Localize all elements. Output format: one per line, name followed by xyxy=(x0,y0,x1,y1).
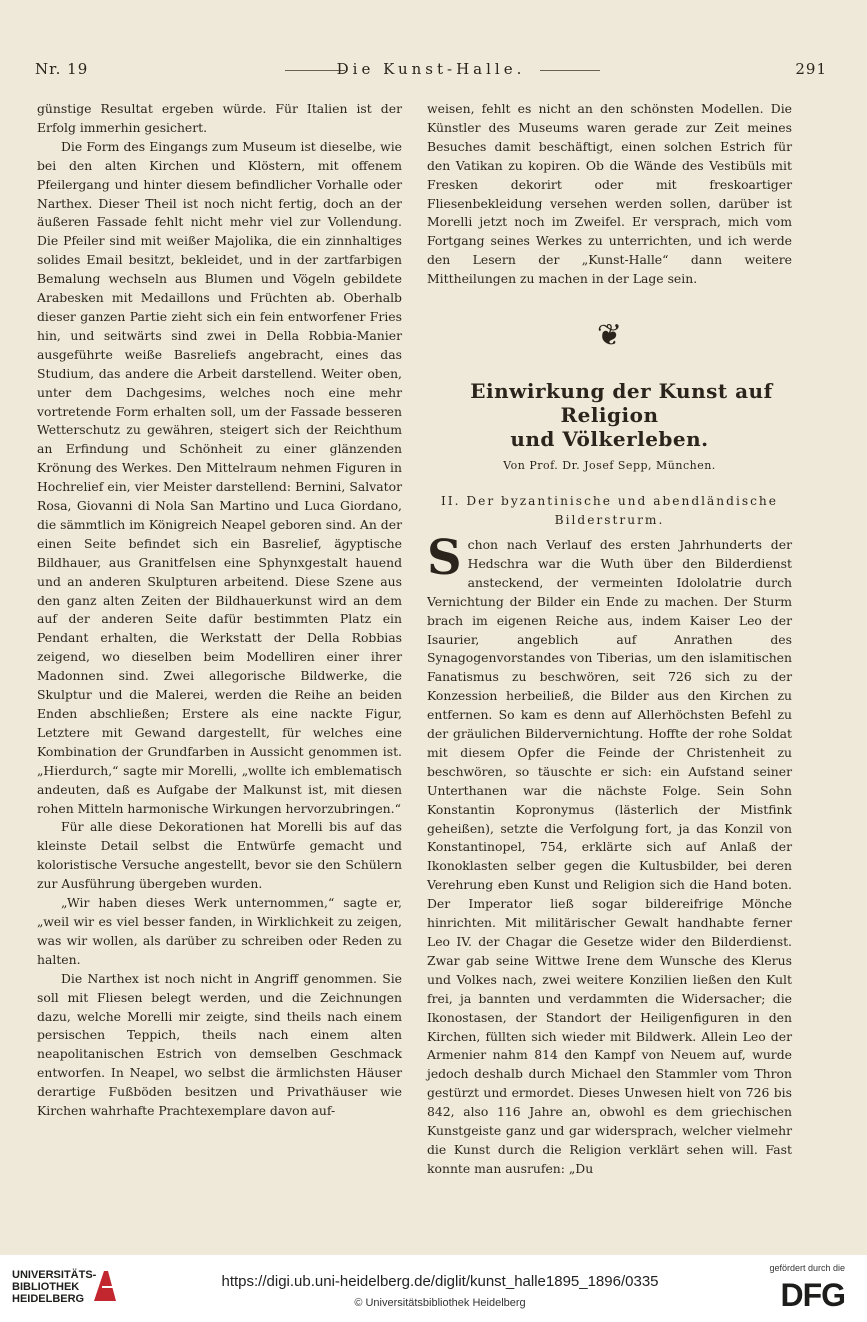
issue-number: Nr. 19 xyxy=(35,60,89,78)
article-byline: Von Prof. Dr. Josef Sepp, München. xyxy=(503,459,716,473)
running-header xyxy=(35,60,827,82)
paragraph: weisen, fehlt es nicht an den schönsten Modellen. Die Künstler des Museums waren gerade zur Zeit meines Besuches damit beschäftigt, einen solchen Estrich für den Vatikan zu kopiren. Ob die Wände des Vestibüls mit Fresken dekorirt oder mit freskoartiger Fliesenbekleidung versehen werden sollen, darüber ist Morelli jetzt noch im Zweifel. Er versprach, mich vom Fortgang seines Werkes zu unterrichten, und ich werde den Lesern der „Kunst-Halle“ dann weitere Mittheilungen zu machen in der Lage sein. xyxy=(427,101,792,287)
paragraph: „Wir haben dieses Werk unternommen,“ sagte er, „weil wir es viel besser fanden, in Wirklichkeit zu zeigen, was wir wollen, als darüber zu schreiben oder Reden zu halten. xyxy=(37,895,402,967)
dfg-logo: DFG xyxy=(780,1277,845,1313)
digitization-footer xyxy=(0,1255,867,1322)
section-heading-line2: Bilderstrurm. xyxy=(554,512,665,527)
library-name-line1: UNIVERSITÄTS- xyxy=(12,1269,97,1281)
article-title-line1: Einwirkung der Kunst auf Religion xyxy=(470,379,773,428)
fleuron-ornament: ❦ xyxy=(596,318,623,354)
paragraph: günstige Resultat ergeben würde. Für Italien ist der Erfolg immerhin gesichert. xyxy=(37,101,402,135)
library-name-line3: HEIDELBERG xyxy=(12,1293,85,1305)
permalink-url[interactable]: https://digi.ub.uni-heidelberg.de/diglit/kunst_halle1895_1896/0335 xyxy=(221,1273,659,1290)
section-heading-line1: II. Der byzantinische und abendländische xyxy=(440,493,778,508)
article-title-line2: und Völkerleben. xyxy=(510,427,709,452)
page-number: 291 xyxy=(795,60,827,78)
section-heading xyxy=(427,492,792,530)
header-rule-right xyxy=(540,70,600,71)
library-name xyxy=(12,1269,96,1305)
paragraph: Die Narthex ist noch nicht in Angriff genommen. Sie soll mit Fliesen belegt werden, und die Zeichnungen dazu, welche Morelli mir zeigte, sind theils nach einem persischen Teppich, theils nach einem alten neapolitanischen Estrich von demselben Geschmack entworfen. In Neapel, wo selbst die ärmlichsten Häuser derartige Fußböden besitzen und Privathäuser wie Kirchen wahrhafte Prachtexemplare davon auf- xyxy=(37,970,402,1119)
paragraph: Die Form des Eingangs zum Museum ist dieselbe, wie bei den alten Kirchen und Klöstern, mit offenem Pfeilergang und hinter diesem befindlicher Vorhalle oder Narthex. Dieser Theil ist noch nicht fertig, doch an der äußeren Fassade fehlt nicht mehr viel zur Vollendung. Die Pfeiler sind mit weißer Majolika, die ein zinnhaltiges solides Email besitzt, bekleidet, und in der zartfarbigen Bemalung wechseln aus Blumen und Vögeln gebildete Arabesken mit Medaillons und Früchten ab. Oberhalb dieser ganzen Partie zieht sich ein fein entworfener Fries hin, und seitwärts sind zwei in Della Robbia-Manier ausgeführte weiße Basreliefs angebracht, eines das Studium, das andere die Arbeit darstellend. Weiter oben, unter dem Dachgesims, welches noch eine mehr vortretende Form erhalten soll, um der Fassade besseren Wetterschutz zu gewähren, steigert sich der Reichthum an Erfindung und Schönheit zu einer glänzenden Krönung des Werkes. Den Mittelraum nehmen Figuren in Hochrelief ein, vier Meister darstellend: Bernini, Salvator Rosa, Giovanni di Nola San Martino und Luca Giordano, die sämmtlich im Königreich Neapel geboren sind. An der einen Seite befindet sich ein Basrelief, ägyptische Bildhauer, aus Granitfelsen eine Sphynxgestalt hauend und an anderen Skulpturen arbeitend. Diese Szene aus den ganz alten Zeiten der Bildhauerkunst wird an dem auf der anderen Seite dafür bestimmten Platz ein Pendant erhalten, die Werkstatt der Della Robbias zeigend, wo dieselben beim Modelliren einer ihrer Madonnen sind. Zwei allegorische Bildwerke, die Skulptur und die Malerei, werden die Reihe an beiden Enden abschließen; Erstere als eine nackte Figur, Letztere mit Gewand dargestellt, für welches eine Kombination der Grundfarben in Aussicht genommen ist. „Hierdurch,“ sagte mir Morelli, „wollte ich emblematisch andeuten, daß es Aufgabe der Malkunst ist, mit diesen rohen Mitteln harmonische Wirkungen hervorzubringen.“ xyxy=(37,138,402,816)
drop-cap: S xyxy=(427,529,462,586)
journal-title: Die Kunst-Halle. xyxy=(336,60,526,78)
article-body xyxy=(427,529,792,1179)
article-body-text: chon nach Verlauf des ersten Jahrhunderts der Hedschra war die Wuth über den Bilderdienst ansteckend, der vermeinten Idololatrie durch Vernichtung der Bilder ein Ende zu machen. Der Sturm brach im eigenen Reiche aus, indem Kaiser Leo der Isaurier, angeblich auf Anrathen des Synagogenvorstandes von Tiberias, um den islamitischen Fanatismus zu beschwören, seit 726 sich zu der Konzession herbeiließ, die Bilder aus den Kirchen zu entfernen. So kam es denn auf Allerhöchsten Befehl zu der gräulichen Bildervernichtung. Hoffte der rohe Soldat mit diesem Opfer die Feinde der Christenheit zu beschwören, so täuschte er sich: ein Aufstand seiner Unterthanen war die nächste Folge. Sein Sohn Konstantin Kopronymus (lästerlich der Mistfink geheißen), setzte die Verfolgung fort, ja das Konzil von Konstantinopel, 754, erklärte sich auf Anlaß der Ikonoklasten selber gegen die Kultusbilder, bei deren Verehrung eben Kunst und Religion sich die Hand boten. Der Imperator ließ sogar bildereifrige Mönche hinrichten. Mit militärischer Gewalt handhabte ferner Leo IV. der Chagar die Gesetze wider den Bilderdienst. Zwar gab seine Wittwe Irene dem Wunsche des Klerus und Volkes nach, zwei weitere Konzilien ließen den Kult frei, ja bannten und verdammten die Widersacher; die Ikonostasen, der Standort der Heiligenfiguren in den Kirchen, füllten sich wieder mit Bildwerk. Allein Leo der Armenier nahm 814 den Kampf von Neuem auf, wurde jedoch deshalb durch Michael den Stammler vom Thron gestürzt und ermordet. Dieses Unwesen hielt von 726 bis 842, also 116 Jahre an, obwohl es dem griechischen Kunstgeiste ganz und gar widersprach, welcher vielmehr die Kunst durch die Religion verklärt sehen will. Fast konnte man ausrufen: „Du xyxy=(427,536,792,1176)
library-logo-icon xyxy=(90,1267,120,1305)
left-column xyxy=(37,100,402,1121)
right-column xyxy=(427,100,792,1179)
funder-label: gefördert durch die xyxy=(769,1263,845,1273)
copyright-notice: © Universitätsbibliothek Heidelberg xyxy=(354,1297,526,1309)
article-title xyxy=(427,379,792,451)
library-name-line2: BIBLIOTHEK xyxy=(12,1281,80,1293)
paragraph: Für alle diese Dekorationen hat Morelli bis auf das kleinste Detail selbst die Entwürfe gemacht und koloristische Versuche angestellt, bevor sie den Schülern zur Ausführung übergeben wurden. xyxy=(37,819,402,892)
